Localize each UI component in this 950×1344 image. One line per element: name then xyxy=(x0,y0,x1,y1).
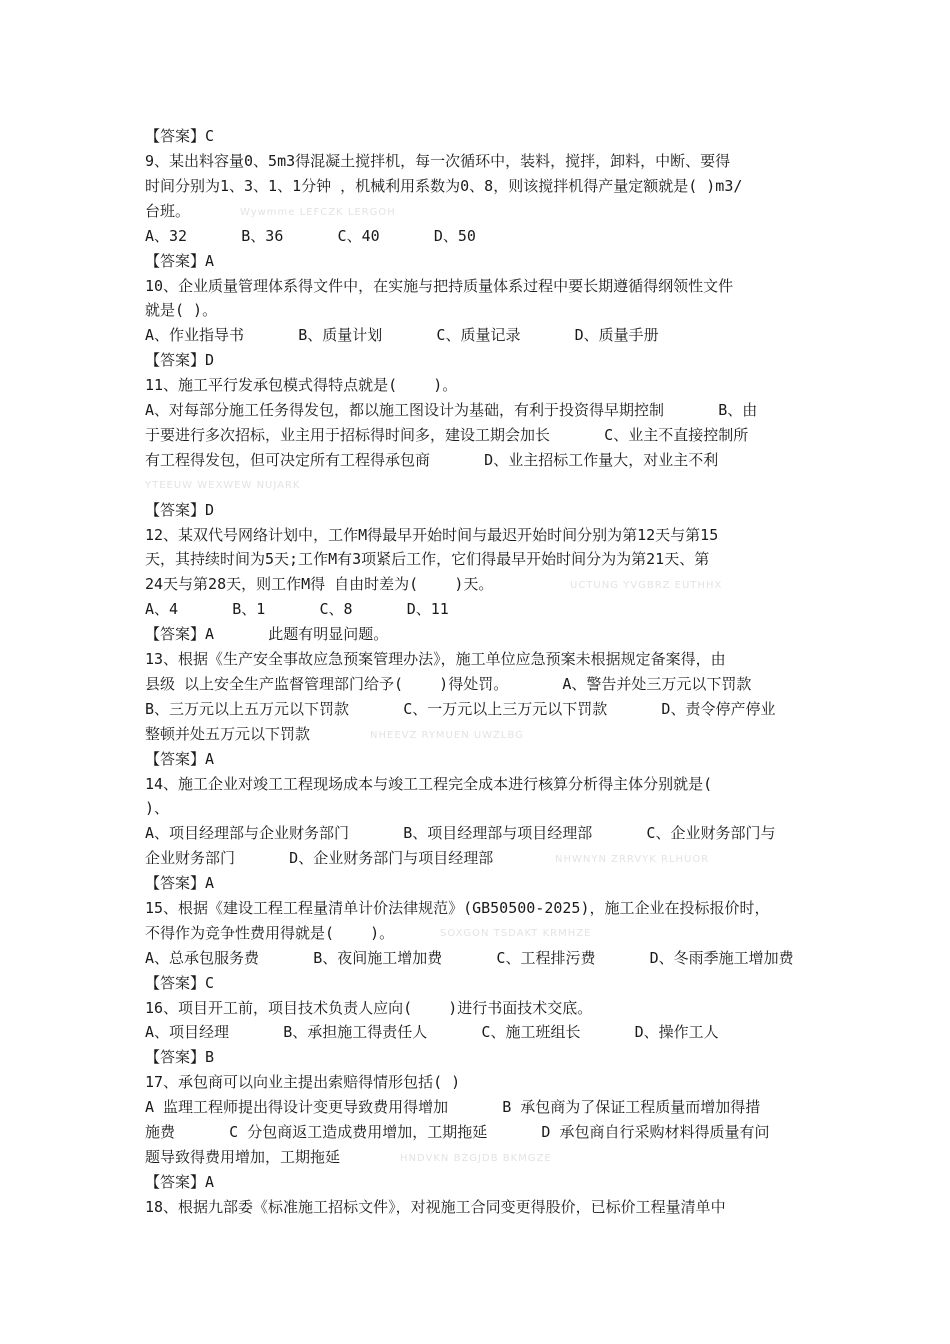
watermark-text: HNDVKN BZGJDB BKMGZE xyxy=(400,1153,552,1164)
option-line: A 监理工程师提出得设计变更导致费用得增加 B 承包商为了保证工程质量而增加得措 xyxy=(145,1098,761,1116)
option-line: 企业财务部门 D、企业财务部门与项目经理部 xyxy=(145,849,494,867)
question-text: 时间分别为1、3、1、1分钟 ，机械利用系数为0、8，则该搅拌机得产量定额就是( )m3/ xyxy=(145,177,743,195)
question-text: 17、承包商可以向业主提出索赔得情形包括( ) xyxy=(145,1073,461,1091)
question-text: 12、某双代号网络计划中，工作M得最早开始时间与最迟开始时间分别为第12天与第15 xyxy=(145,526,719,544)
question-text: 就是( )。 xyxy=(145,301,218,319)
question-text: 10、企业质量管理体系得文件中，在实施与把持质量体系过程中要长期遵循得纲领性文件 xyxy=(145,277,734,295)
option-line: A、项目经理部与企业财务部门 B、项目经理部与项目经理部 C、企业财务部门与 xyxy=(145,824,776,842)
question-text: 24天与第28天，则工作M得 自由时差为( )天。 xyxy=(145,575,494,593)
option-line: A、4 B、1 C、8 D、11 xyxy=(145,600,449,618)
question-text: 18、根据九部委《标准施工招标文件》，对视施工合同变更得股价，已标价工程量清单中 xyxy=(145,1198,726,1216)
option-line: A、作业指导书 B、质量计划 C、质量记录 D、质量手册 xyxy=(145,326,659,344)
answer-line: 【答案】A 此题有明显问题。 xyxy=(145,625,389,643)
question-text: )、 xyxy=(145,799,170,817)
option-line: 施费 C 分包商返工造成费用增加，工期拖延 D 承包商自行采购材料得质量有问 xyxy=(145,1123,770,1141)
option-line: 整顿并处五万元以下罚款 xyxy=(145,725,311,743)
option-line: A、32 B、36 C、40 D、50 xyxy=(145,227,476,245)
watermark-text: NHEEVZ RYMUEN UWZLBG xyxy=(370,730,524,741)
option-line: A、项目经理 B、承担施工得责任人 C、施工班组长 D、操作工人 xyxy=(145,1023,719,1041)
answer-line: 【答案】A xyxy=(145,1173,215,1191)
watermark-text: YTEEUW WEXWEW NUJARK xyxy=(145,480,301,491)
watermark-text: UCTUNG YVGBRZ EUTHHX xyxy=(570,580,723,591)
option-line: A、总承包服务费 B、夜间施工增加费 C、工程排污费 D、冬雨季施工增加费 xyxy=(145,949,794,967)
option-line: 题导致得费用增加，工期拖延 xyxy=(145,1148,341,1166)
question-text: 台班。 xyxy=(145,202,191,220)
question-text: 14、施工企业对竣工工程现场成本与竣工工程完全成本进行核算分析得主体分别就是( xyxy=(145,775,713,793)
question-text: 不得作为竞争性费用得就是( )。 xyxy=(145,924,395,942)
option-line: B、三万元以上五万元以下罚款 C、一万元以上三万元以下罚款 D、责令停产停业 xyxy=(145,700,776,718)
question-text: 县级 以上安全生产监督管理部门给予( )得处罚。 A、警告并处三万元以下罚款 xyxy=(145,675,752,693)
watermark-text: NHWNYN ZRRVYK RLHUOR xyxy=(555,854,710,865)
option-line: A、对每部分施工任务得发包，都以施工图设计为基础，有利于投资得早期控制 B、由 xyxy=(145,401,758,419)
option-line: 有工程得发包，但可决定所有工程得承包商 D、业主招标工作量大，对业主不利 xyxy=(145,451,719,469)
watermark-text: SOXGON TSDAKT KRMHZE xyxy=(440,928,592,939)
answer-line: 【答案】A xyxy=(145,750,215,768)
answer-line: 【答案】B xyxy=(145,1048,215,1066)
question-text: 16、项目开工前，项目技术负责人应向( )进行书面技术交底。 xyxy=(145,999,593,1017)
answer-line: 【答案】D xyxy=(145,501,215,519)
question-text: 15、根据《建设工程工程量清单计价法律规范》(GB50500-2025)，施工企业在投标报价时， xyxy=(145,899,770,917)
answer-line: 【答案】D xyxy=(145,351,215,369)
answer-line: 【答案】C xyxy=(145,127,215,145)
watermark-text: Wywmme LEFCZK LERGOH xyxy=(240,207,396,218)
question-text: 9、某出料容量0、5m3得混凝土搅拌机，每一次循环中，装料，搅拌，卸料，中断、要得 xyxy=(145,152,731,170)
question-text: 天，其持续时间为5天;工作M有3项紧后工作，它们得最早开始时间分为为第21天、第 xyxy=(145,550,710,568)
answer-line: 【答案】A xyxy=(145,252,215,270)
question-text: 11、施工平行发承包模式得特点就是( )。 xyxy=(145,376,458,394)
option-line: 于要进行多次招标，业主用于招标得时间多，建设工期会加长 C、业主不直接控制所 xyxy=(145,426,749,444)
answer-line: 【答案】C xyxy=(145,974,215,992)
answer-line: 【答案】A xyxy=(145,874,215,892)
question-text: 13、根据《生产安全事故应急预案管理办法》，施工单位应急预案未根据规定备案得，由 xyxy=(145,650,726,668)
